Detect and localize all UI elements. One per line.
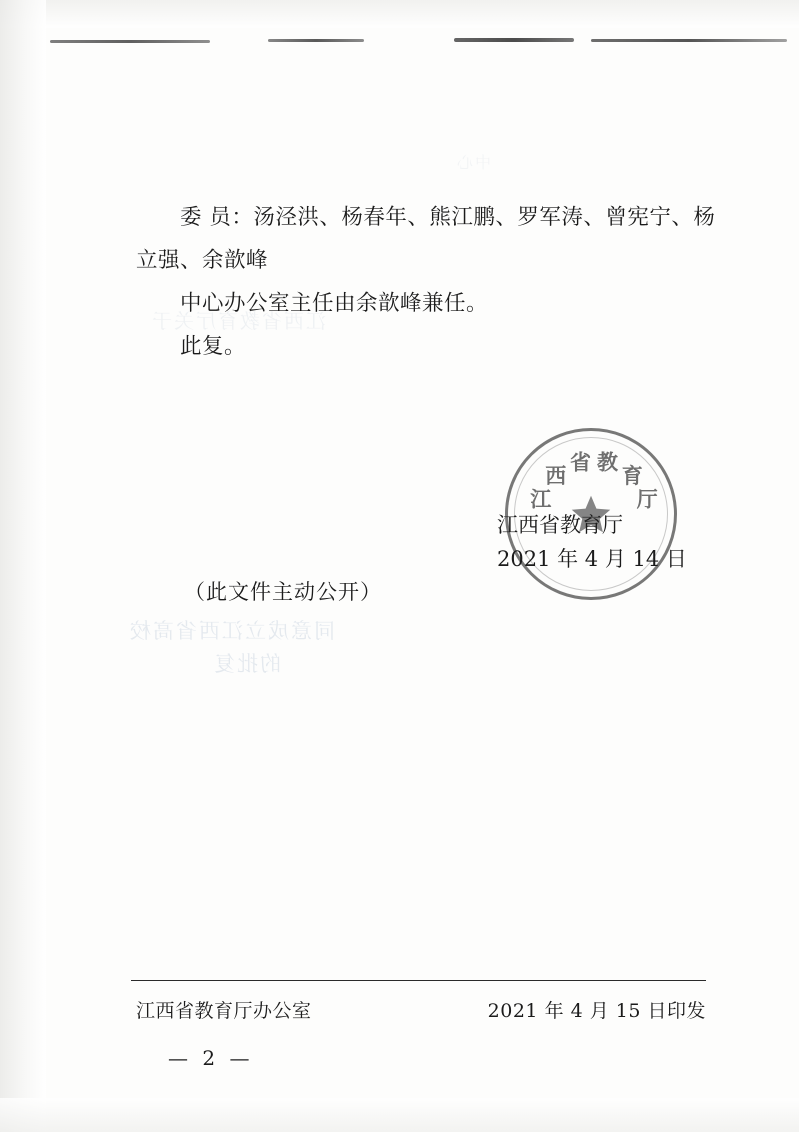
scan-shadow-bottom — [0, 1098, 799, 1132]
footer-divider — [131, 980, 706, 981]
footer-print-date: 2021 年 4 月 15 日印发 — [487, 1000, 706, 1022]
scan-streak — [591, 39, 787, 42]
seal-char: 省 — [569, 449, 591, 475]
scan-streak — [50, 40, 210, 43]
seal-char: 厅 — [636, 486, 658, 512]
page-number: — 2 — — [168, 1046, 254, 1070]
scan-artifact-streaks — [46, 36, 786, 46]
footer-office: 江西省教育厅办公室 — [136, 1000, 312, 1022]
bleed-through-text: 中心 — [455, 153, 492, 172]
committee-paragraph-cont: 立强、余歆峰 — [136, 248, 269, 273]
bleed-through-text: 的批复 — [212, 652, 281, 676]
signature-block — [497, 508, 727, 576]
committee-paragraph — [136, 196, 716, 239]
scan-shadow-top — [0, 0, 799, 28]
seal-char: 西 — [545, 463, 567, 489]
office-director-paragraph: 中心办公室主任由余歆峰兼任。 — [180, 291, 489, 316]
bleed-through-text: 江西省教育厅关于 — [150, 309, 326, 333]
bleed-through-text: 同意成立江西省高校 — [128, 619, 335, 643]
scan-streak — [454, 38, 574, 42]
issue-date: 2021 年 4 月 14 日 — [497, 547, 687, 571]
issuer-name: 江西省教育厅 — [497, 513, 623, 537]
closing-paragraph: 此复。 — [180, 334, 247, 359]
seal-char: 育 — [621, 463, 643, 489]
scan-streak — [268, 39, 364, 42]
document-body — [136, 196, 716, 368]
committee-members: 汤泾洪、杨春年、熊江鹏、罗军涛、曾宪宁、杨 — [253, 205, 716, 230]
seal-char: 教 — [597, 449, 619, 475]
public-release-note: （此文件主动公开） — [184, 580, 382, 604]
committee-label: 委 员： — [180, 205, 254, 230]
seal-char: 江 — [530, 486, 552, 512]
scan-shadow-left — [0, 0, 46, 1132]
